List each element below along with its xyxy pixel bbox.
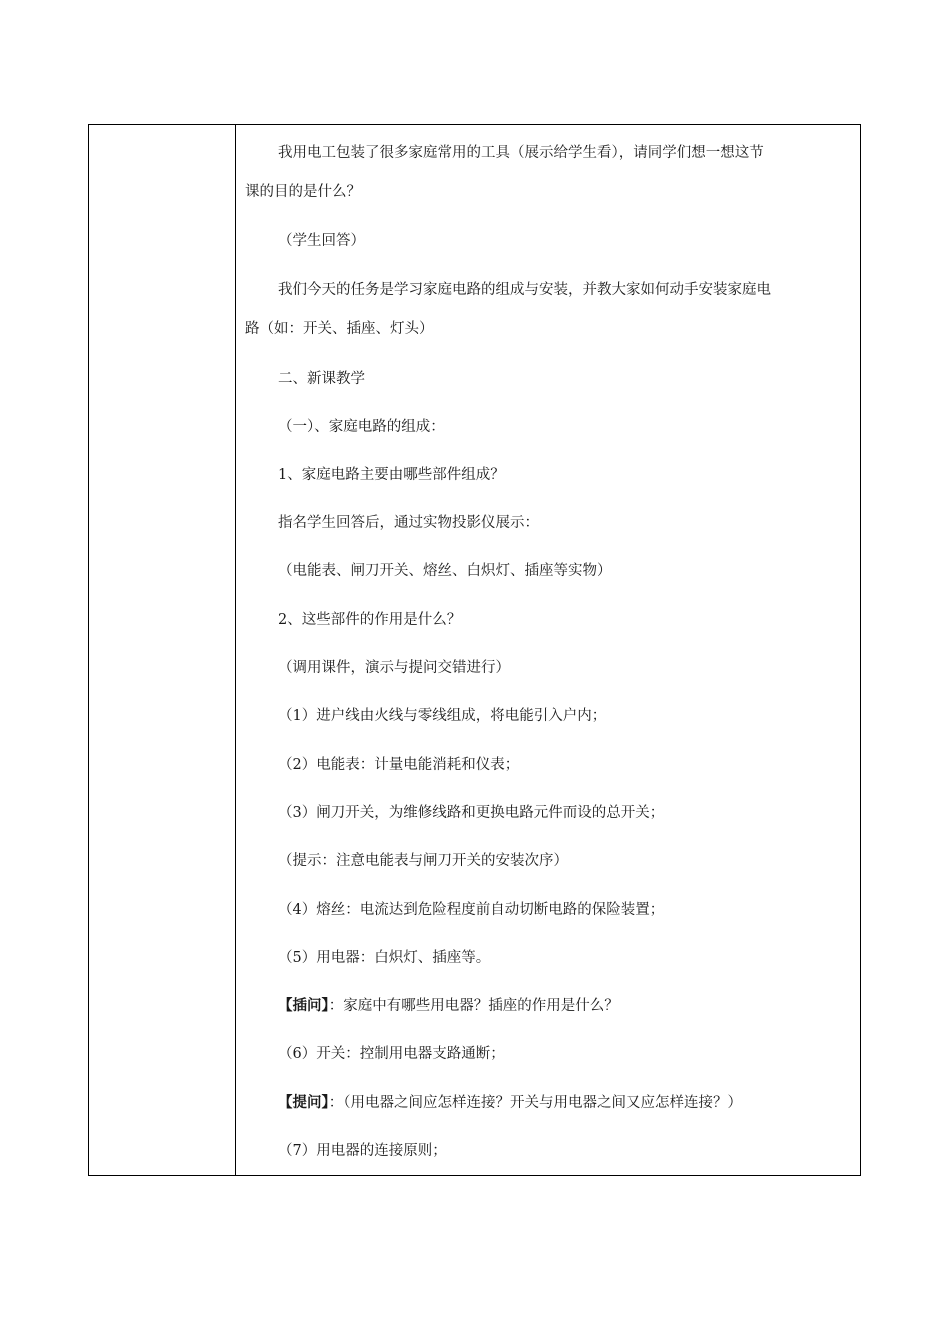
paragraph-line: 1、家庭电路主要由哪些部件组成？: [278, 467, 505, 483]
section-heading: 二、新课教学: [278, 371, 365, 387]
list-item: （1）进户线由火线与零线组成，将电能引入户内；: [278, 708, 607, 724]
list-item: （4）熔丝：电流达到危险程度前自动切断电路的保险装置；: [278, 902, 665, 918]
list-item: （2）电能表：计量电能消耗和仪表；: [278, 757, 520, 773]
prompt-question-text: ：（用电器之间应怎样连接？开关与用电器之间又应怎样连接？）: [328, 1095, 742, 1111]
insert-question-text: ：家庭中有哪些用电器？插座的作用是什么？: [328, 998, 619, 1014]
lesson-table: [88, 124, 861, 1176]
list-item: （6）开关：控制用电器支路通断；: [278, 1046, 505, 1062]
paragraph-line: 我们今天的任务是学习家庭电路的组成与安装，并教大家如何动手安装家庭电: [278, 282, 771, 298]
subsection-heading: （一）、家庭电路的组成：: [278, 419, 445, 435]
paragraph-line: （学生回答）: [278, 233, 365, 249]
list-item: （7）用电器的连接原则；: [278, 1143, 447, 1159]
paragraph-line: 我用电工包装了很多家庭常用的工具（展示给学生看），请同学们想一想这节: [278, 145, 764, 161]
paragraph-line: 课的目的是什么？: [245, 184, 361, 200]
paragraph-line: （调用课件，演示与提问交错进行）: [278, 660, 510, 676]
insert-question-line: [278, 997, 619, 1015]
prompt-question-line: [278, 1094, 742, 1112]
list-item: （5）用电器：白炽灯、插座等。: [278, 950, 491, 966]
table-left-column: [89, 125, 236, 1175]
paragraph-line: 指名学生回答后，通过实物投影仪展示：: [278, 515, 539, 531]
insert-question-label: 【插问】: [278, 997, 329, 1014]
list-item: （3）闸刀开关，为维修线路和更换电路元件而设的总开关；: [278, 805, 665, 821]
paragraph-line: 2、这些部件的作用是什么？: [278, 612, 462, 628]
prompt-question-label: 【提问】: [278, 1094, 329, 1111]
paragraph-line: 路（如：开关、插座、灯头）: [245, 321, 434, 337]
table-right-column: [236, 125, 860, 1175]
paragraph-line: （提示：注意电能表与闸刀开关的安装次序）: [278, 853, 568, 869]
paragraph-line: （电能表、闸刀开关、熔丝、白炽灯、插座等实物）: [278, 563, 612, 579]
